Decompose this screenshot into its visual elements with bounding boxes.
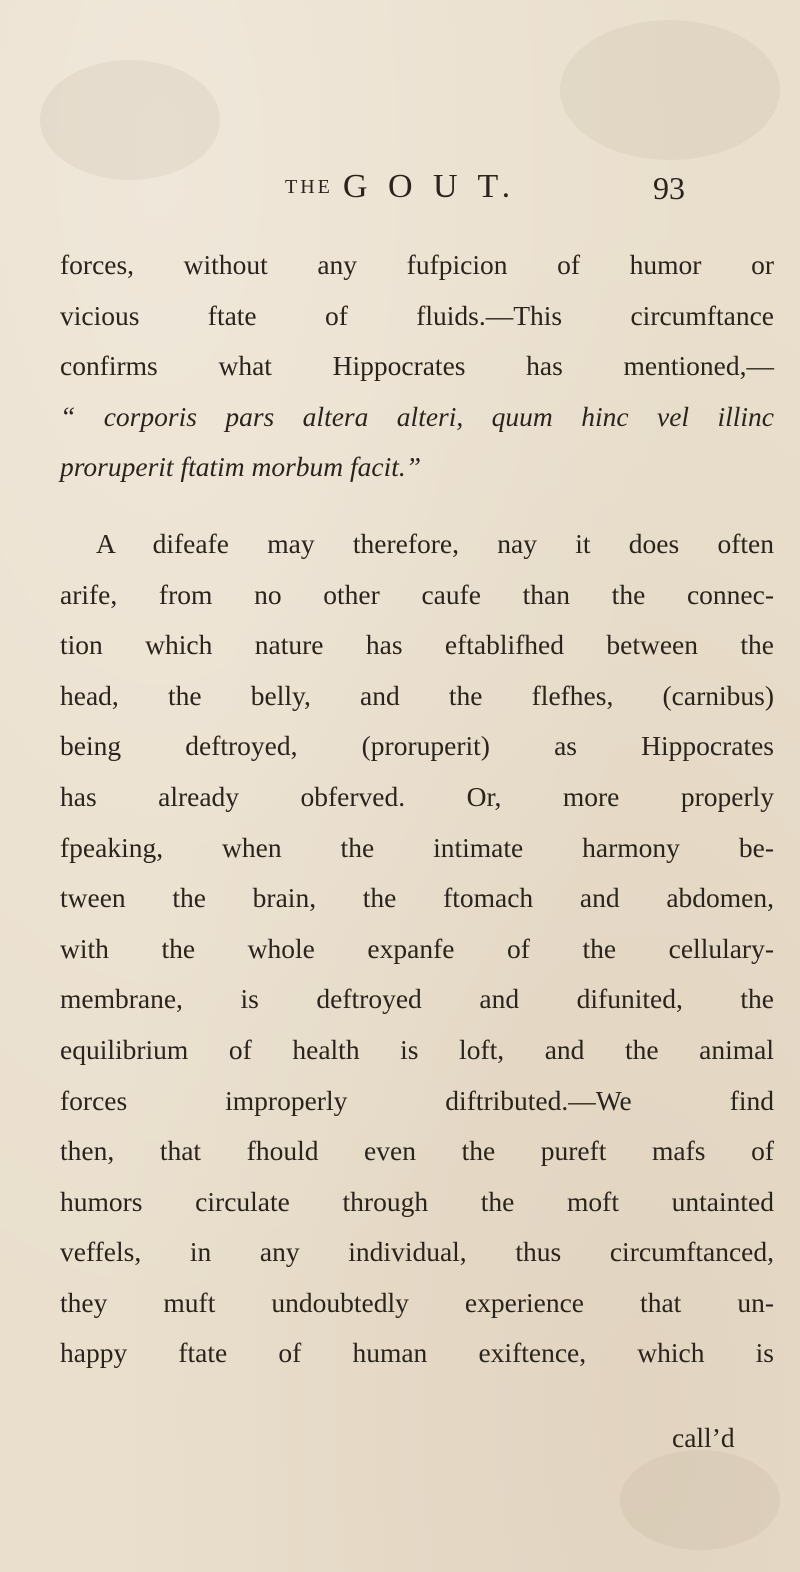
paper-stain	[560, 20, 780, 160]
text-line-quotation: proruperit ftatim morbum facit.”	[60, 451, 422, 483]
text-line: with the whole expanfe of the cellulary-	[60, 932, 774, 964]
text-line: veffels, in any individual, thus circumftanced,	[60, 1236, 774, 1268]
text-line: being deftroyed, (proruperit) as Hippocrates	[60, 730, 774, 762]
text-line: membrane, is deftroyed and difunited, the	[60, 983, 774, 1015]
text-line: forces improperly diftributed.—We find	[60, 1084, 774, 1116]
text-line: has already obferved. Or, more properly	[60, 780, 774, 812]
running-head-prefix: THE	[285, 176, 333, 198]
text-line: fpeaking, when the intimate harmony be-	[60, 831, 774, 863]
text-line: tween the brain, the ftomach and abdomen,	[60, 882, 774, 914]
page-header	[285, 168, 685, 218]
text-line: confirms what Hippocrates has mentioned,—	[60, 350, 774, 382]
text-line: they muft undoubtedly experience that un-	[60, 1286, 774, 1318]
text-line: then, that fhould even the pureft mafs of	[60, 1135, 774, 1167]
text-line: equilibrium of health is loft, and the animal	[60, 1033, 774, 1065]
text-line: head, the belly, and the flefhes, (carnibus)	[60, 679, 774, 711]
text-line-quotation: “ corporis pars altera alteri, quum hinc vel illinc	[60, 400, 774, 432]
text-line: vicious ftate of fluids.—This circumftance	[60, 299, 774, 331]
catchword: call’d	[672, 1422, 735, 1453]
text-line: forces, without any fufpicion of humor or	[60, 249, 774, 280]
body-text	[60, 240, 774, 1379]
running-head-title: G O U T.	[342, 168, 517, 205]
text-line: arife, from no other caufe than the connec-	[60, 578, 774, 610]
text-line-paragraph-start: A difeafe may therefore, nay it does often	[96, 527, 774, 559]
text-line: humors circulate through the moft untainted	[60, 1185, 774, 1217]
running-head	[285, 168, 516, 206]
paper-stain	[620, 1450, 780, 1550]
text-line: happy ftate of human exiftence, which is	[60, 1337, 774, 1369]
paper-stain	[40, 60, 220, 180]
text-line: tion which nature has eftablifhed between the	[60, 629, 774, 661]
page-number: 93	[653, 170, 685, 206]
